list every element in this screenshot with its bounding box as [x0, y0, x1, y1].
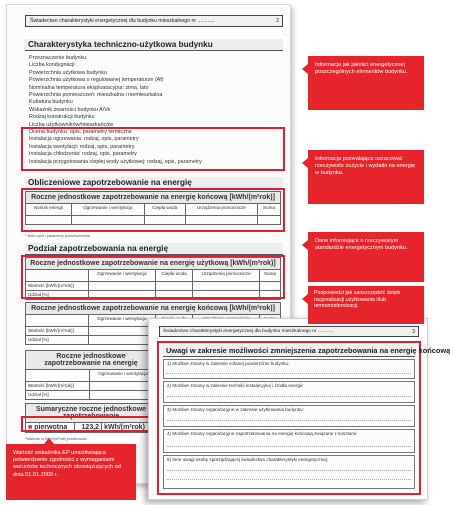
list-item: Nominalna temperatura eksploatacyjna: zima, lato — [29, 84, 149, 91]
primary-energy-table — [25, 350, 157, 400]
list-item: Wskaźnik zwartości budynku A/Ve — [29, 106, 111, 113]
column-header: Ogrzewanie i wentylacja — [90, 370, 157, 382]
column-header: Suma — [259, 270, 280, 282]
list-item: Powierzchnia użytkowa o regulowanej temperaturze (Af) — [29, 77, 164, 84]
callout-ep-indicator: Wartość wskaźnika EP umożliwiająca potwierdzenie zgodności z wymaganiami warunków technicznych obowiązujących od dnia 01.01.2009 r. — [6, 444, 136, 500]
row-label: Udział [%] — [26, 336, 89, 345]
callout-savings-tips: Podpowiedzi jak zaoszczędzić dzięki racjonalizacji użytkowania i/lub termomodernizacji. — [308, 286, 424, 324]
final-energy-table — [25, 191, 281, 225]
column-header: Ogrzewanie i wentylacja — [88, 315, 155, 327]
table-caption: Roczne jednostkowe zapotrzebowanie na energię użytkową [kWh/(m²rok)] — [26, 258, 281, 270]
summary-unit: kWh/(m²rok) — [102, 423, 157, 433]
callout-elements-quality: Informacja jak jakości energetycznej poszczególnych elementów budynku. — [308, 56, 424, 110]
highlight-box-ep — [21, 416, 161, 432]
list-item: Instalacja chłodzenia: rodzaj, opis, parametry — [29, 151, 137, 158]
summary-title: Sumaryczne roczne jednostkowe zapotrzebowanie — [26, 404, 157, 423]
bullet-icon: ■ — [28, 424, 33, 431]
list-item: Instalacja przygotowania ciepłej wody użytkowej: rodzaj, opis, parametry — [29, 158, 202, 165]
list-item: Rodzaj konstrukcji budynku — [29, 114, 95, 121]
recommendation-item — [163, 381, 415, 403]
recommendation-text: 1) Możliwe zmiany w zakresie cofanej powierzchni budynku: — [167, 361, 290, 366]
recommendation-item — [163, 405, 415, 427]
column-header: Urządzenia pomocnicze — [185, 204, 258, 216]
row-label: Wartość [kWh/(m²rok)] — [26, 327, 89, 336]
column-header — [26, 370, 90, 382]
computed-demand-title: Obliczeniowe zapotrzebowanie na energię — [25, 177, 283, 189]
table-footnote: * Ilość cykli i parametry pomieszczenia — [25, 234, 90, 238]
recommendation-text: 5) Inne uwagi osoby sporządzającej świadectwo charakterystyki energetycznej: — [167, 457, 329, 462]
callout-consumption-estimate: Informacja pozwalająca oszacować rzeczywiste zużycie i wydatki na energię w budynku. — [308, 150, 424, 204]
table-caption: Roczne jednostkowe zapotrzebowanie na energię końcową [kWh/(m²rok)] — [26, 303, 281, 315]
row-label: Udział [%] — [26, 391, 90, 400]
list-item: Instalacja wentylacji: rodzaj, opis, parametry — [29, 143, 135, 150]
column-header: Ciepła woda — [144, 204, 185, 216]
characteristics-list — [29, 55, 164, 129]
recommendation-text: 2) Możliwe zmiany w zakresie techniki instalacyjnej i źródła energii: — [167, 383, 304, 388]
table-row — [26, 282, 281, 291]
recommendations-title: Uwagi w zakresie możliwości zmniejszenia zapotrzebowania na energię końcową — [163, 345, 415, 357]
column-header: Nośnik energii — [26, 204, 72, 216]
list-item: Liczba użytkowników/mieszkańców — [29, 121, 114, 128]
summary-value: 123,2 — [75, 423, 102, 433]
row-label: Wartość [kWh/(m²rok)] — [26, 382, 90, 391]
page-header-title: Świadectwo charakterystyki energetycznej dla budynku mieszkalnego nr ............ — [30, 18, 215, 24]
row-label: Udział [%] — [26, 291, 89, 300]
demand-split-title: Podział zapotrzebowania na energię — [25, 243, 283, 255]
page-header — [25, 15, 283, 27]
list-item: Instalacja ogrzewania: rodzaj, opis, parametry — [29, 136, 139, 143]
list-item: Powierzchnia użytkowa budynku — [29, 69, 107, 76]
table-row — [26, 291, 281, 300]
column-header: Urządzenia pomocnicze — [193, 270, 260, 282]
recommendation-item — [163, 429, 415, 453]
list-item: Kubatura budynku — [29, 99, 73, 106]
table-caption: Roczne jednostkowe zapotrzebowanie na energię — [26, 351, 157, 370]
useful-energy-table — [25, 257, 281, 300]
list-item: Ocena budynku: opis, parametry termiczne — [29, 129, 132, 135]
recommendation-text: 4) Możliwe zmiany organizacyjne zapotrzebowania na energię końcową związane z kosztami: — [167, 431, 358, 436]
recommendation-item — [163, 359, 415, 379]
page-header — [159, 326, 419, 337]
column-header: Ciepła woda — [155, 270, 192, 282]
characteristics-boxed-list — [29, 129, 202, 166]
column-header: Ogrzewanie i wentylacja — [88, 270, 155, 282]
list-item: Powierzchnia pomieszczeń: mieszkalna i niemieszkalna — [29, 92, 163, 99]
certificate-page-3 — [148, 318, 450, 500]
recommendation-text: 3) Możliwe zmiany organizacyjne w zakresie użytkowania budynku: — [167, 407, 304, 412]
bottom-note: *Wartość w kWh/(m²rok) przeliczona... — [25, 437, 90, 441]
table-row — [26, 216, 281, 225]
table-row — [26, 382, 157, 391]
column-header — [26, 315, 89, 327]
row-label: Wartość [kWh/(m²rok)] — [26, 282, 89, 291]
column-header: Ogrzewanie i wentylacja — [71, 204, 144, 216]
table-caption: Roczne jednostkowe zapotrzebowanie na energię końcową [kWh/(m²rok)] — [26, 192, 281, 204]
page-number: 3 — [412, 329, 415, 335]
callout-energy-standard: Dane informujące o rzeczywistym standardzie energetycznym budynku. — [308, 232, 424, 282]
table-row — [26, 391, 157, 400]
column-header: Suma — [258, 204, 281, 216]
list-item: Liczba kondygnacji — [29, 62, 75, 69]
column-header — [26, 270, 89, 282]
characteristics-title: Charakterystyka techniczno-użytkowa budynku — [25, 39, 283, 51]
recommendation-item — [163, 455, 415, 489]
page-header-title: Świadectwo charakterystyki energetycznej dla budynku mieszkalnego nr ............ — [163, 329, 334, 334]
list-item: Przeznaczenie budynku — [29, 55, 87, 61]
page-number: 2 — [276, 18, 279, 24]
summary-label: pierwotna — [34, 424, 68, 431]
